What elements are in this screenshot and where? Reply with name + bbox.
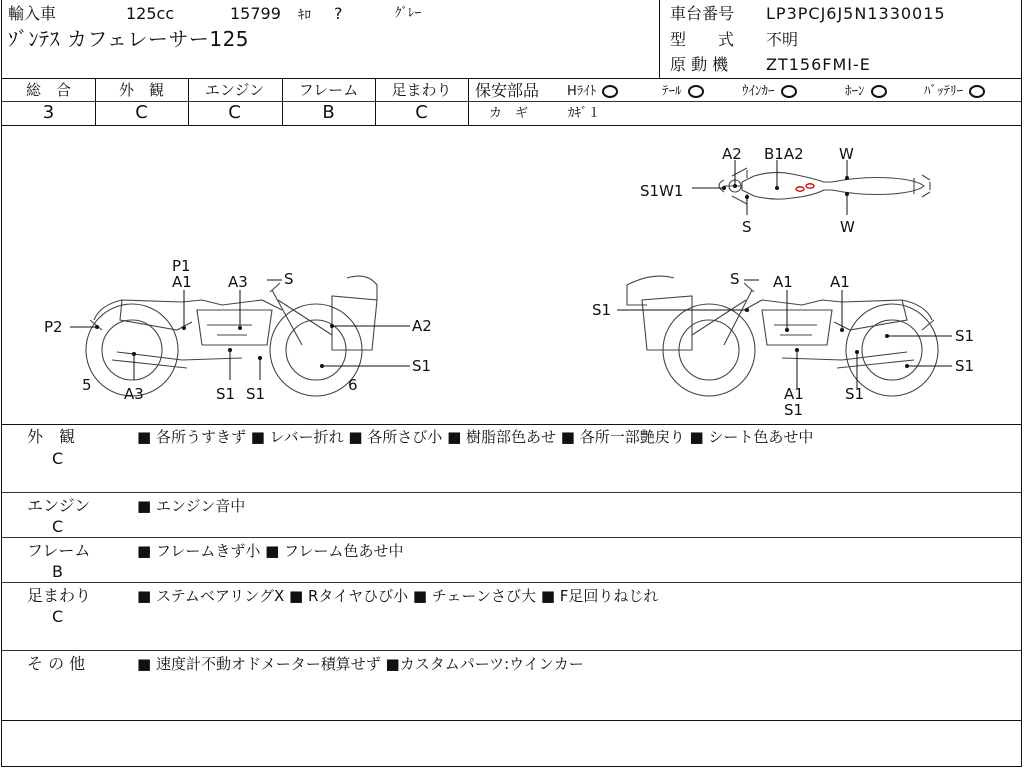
grade-frame: B <box>322 102 335 123</box>
damage-spot-icon <box>796 184 814 191</box>
mileage: 15799 <box>230 4 281 23</box>
safety-item-label: ﾊﾞｯﾃﾘｰ <box>924 84 963 99</box>
leader-dots <box>95 176 909 368</box>
diagram-label: S1 <box>955 327 975 345</box>
note-grade-exterior: C <box>52 449 64 468</box>
mileage-unit: ｷﾛ <box>298 8 311 23</box>
note-label-other: そ の 他 <box>27 654 86 673</box>
diagram-label: P2 <box>44 318 63 336</box>
key-label: カ ギ <box>489 106 529 121</box>
safety-title: 保安部品 <box>475 81 540 100</box>
diagram-label: 6 <box>348 376 358 394</box>
note-text-suspension: ■ ステムベアリングX ■ Rタイヤひび小 ■ チェーンさび大 ■ F足回りねじれ <box>137 587 659 605</box>
grade-header-overall: 総 合 <box>25 81 71 99</box>
inspection-sheet <box>1 0 1022 767</box>
model-name: ｿﾞﾝﾃｽ カフェレーサー125 <box>8 27 250 51</box>
grade-header-exterior: 外 観 <box>118 81 164 99</box>
type-label: 型 式 <box>670 30 735 49</box>
diagram-label: A3 <box>228 273 248 291</box>
grade-exterior: C <box>135 102 148 123</box>
diagram-label: A1 <box>773 273 793 291</box>
safety-item-label: ﾃｰﾙ <box>662 84 682 99</box>
grade-suspension: C <box>415 102 428 123</box>
note-label-exterior: 外 観 <box>27 427 76 446</box>
diagram-label: S <box>730 270 740 288</box>
diagram-label: A2 <box>412 317 432 335</box>
damage-diagram <box>2 0 1021 425</box>
note-grade-suspension: C <box>52 607 64 626</box>
safety-item-label: ﾎｰﾝ <box>845 84 865 99</box>
engine-label: 原 動 機 <box>670 55 729 74</box>
diagram-label: S1 <box>216 385 236 403</box>
divider <box>2 424 1021 425</box>
diagram-label: S1 <box>845 385 865 403</box>
diagram-label: S1 <box>412 357 432 375</box>
diagram-label: A1 <box>172 273 192 291</box>
diagram-label: A3 <box>124 385 144 403</box>
note-grade-engine: C <box>52 517 64 536</box>
import-label: 輸入車 <box>8 4 57 23</box>
diagram-label: S1 <box>592 301 612 319</box>
note-label-engine: エンジン <box>27 496 91 515</box>
diagram-label: A2 <box>722 145 742 163</box>
diagram-label: S1W1 <box>640 182 684 200</box>
displacement: 125cc <box>126 4 175 23</box>
note-text-engine: ■ エンジン音中 <box>137 497 246 515</box>
divider <box>2 537 1021 538</box>
grade-header-frame: フレーム <box>298 81 359 99</box>
diagram-label: S1 <box>784 401 804 419</box>
diagram-label: S1 <box>246 385 266 403</box>
divider <box>2 650 1021 651</box>
grade-engine: C <box>228 102 241 123</box>
body-color: ｸﾞﾚｰ <box>395 6 421 21</box>
note-label-frame: フレーム <box>27 541 91 560</box>
mileage-mark: ? <box>334 4 343 23</box>
diagram-label: W <box>840 218 855 236</box>
note-text-exterior: ■ 各所うすきず ■ レバー折れ ■ 各所さび小 ■ 樹脂部色あせ ■ 各所一部艶戻り ■ シート色あせ中 <box>137 428 814 446</box>
type-value: 不明 <box>766 30 799 49</box>
left-side-motorcycle-icon <box>86 276 377 396</box>
diagram-label: S1 <box>955 357 975 375</box>
note-grade-frame: B <box>52 562 63 581</box>
engine-value: ZT156FMI-E <box>766 55 871 74</box>
divider <box>2 582 1021 583</box>
diagram-label: A1 <box>830 273 850 291</box>
note-label-suspension: 足まわり <box>27 586 92 605</box>
diagram-label: 5 <box>82 376 92 394</box>
diagram-label: B1A2 <box>764 145 804 163</box>
top-view-motorcycle-icon <box>719 168 930 204</box>
chassis-label: 車台番号 <box>670 4 735 23</box>
diagram-label: W <box>839 145 854 163</box>
note-text-frame: ■ フレームきず小 ■ フレーム色あせ中 <box>137 542 404 560</box>
safety-item-label: ｳｲﾝｶｰ <box>742 84 775 99</box>
diagram-label: S <box>284 270 294 288</box>
diagram-label: P1 <box>172 257 191 275</box>
grade-header-engine: エンジン <box>204 81 265 99</box>
divider <box>2 492 1021 493</box>
diagram-label: S <box>742 218 752 236</box>
divider <box>2 720 1021 721</box>
key-value: ｶｷﾞ１ <box>568 106 601 121</box>
note-text-other: ■ 速度計不動オドメーター積算せず ■カスタムパーツ:ウインカー <box>137 655 584 673</box>
chassis-number: LP3PCJ6J5N1330015 <box>766 4 946 23</box>
grade-header-suspension: 足まわり <box>391 81 452 99</box>
diagram-label: A1 <box>784 385 804 403</box>
safety-item-label: Hﾗｲﾄ <box>567 84 597 99</box>
grade-overall: 3 <box>42 102 55 123</box>
leader-lines <box>70 160 952 388</box>
